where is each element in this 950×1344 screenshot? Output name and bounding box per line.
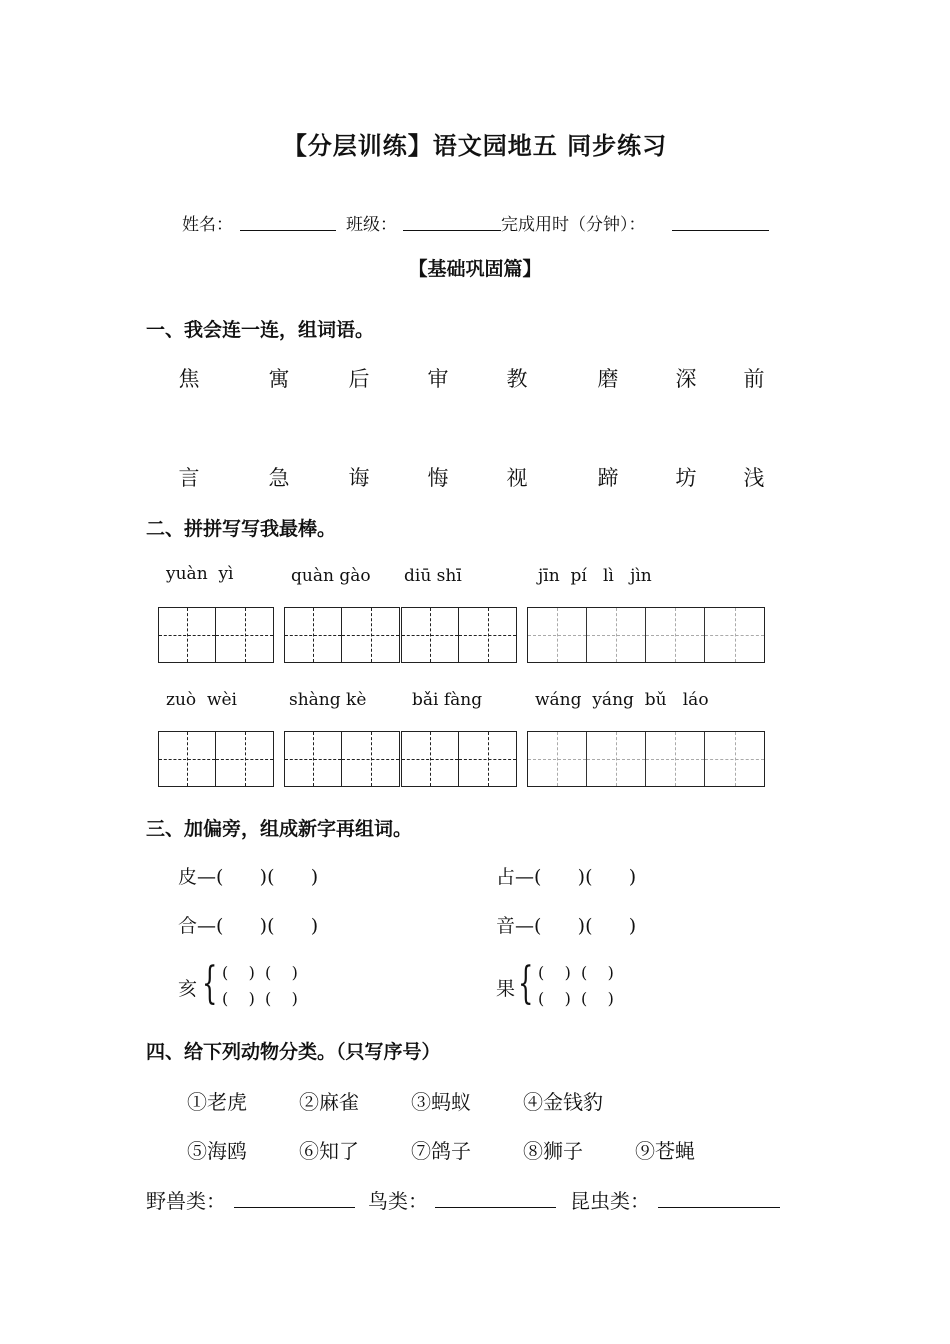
pinyin: zuò wèi xyxy=(166,690,237,710)
brace-char: 果 xyxy=(496,978,516,1000)
category-label: 野兽类： xyxy=(146,1189,226,1213)
category-label: 昆虫类： xyxy=(570,1189,650,1213)
brace-icon: { xyxy=(518,958,534,1009)
animal-item: ⑥知了 xyxy=(299,1139,359,1163)
q1-bottom-char[interactable]: 坊 xyxy=(675,466,697,490)
q1-heading: 一、我会连一连，组词语。 xyxy=(146,319,375,341)
q1-bottom-char[interactable]: 浅 xyxy=(743,466,765,490)
writing-grid[interactable] xyxy=(158,731,274,787)
pinyin: jīn pí lì jìn xyxy=(538,566,652,586)
writing-grid[interactable] xyxy=(284,731,400,787)
writing-grid[interactable] xyxy=(527,607,765,663)
animal-item: ③蚂蚁 xyxy=(411,1090,471,1114)
q1-top-char[interactable]: 寓 xyxy=(268,367,290,391)
pinyin: diū shī xyxy=(404,566,462,586)
name-label: 姓名： xyxy=(182,215,233,235)
radical-item[interactable]: 皮—( )( ) xyxy=(178,866,319,888)
pinyin: wáng yáng bǔ láo xyxy=(535,690,709,710)
pinyin: quàn gào xyxy=(291,566,371,586)
q1-bottom-char[interactable]: 急 xyxy=(268,466,290,490)
section-subheading: 【基础巩固篇】 xyxy=(408,258,542,280)
animal-item: ⑨苍蝇 xyxy=(635,1139,695,1163)
animal-item: ②麻雀 xyxy=(299,1090,359,1114)
category-answer-field[interactable] xyxy=(234,1187,355,1208)
q1-top-char[interactable]: 审 xyxy=(427,367,449,391)
brace-char: 亥 xyxy=(178,978,198,1000)
q1-top-char[interactable]: 教 xyxy=(506,367,528,391)
writing-grid[interactable] xyxy=(158,607,274,663)
writing-grid[interactable] xyxy=(284,607,400,663)
q1-top-char[interactable]: 深 xyxy=(675,367,697,391)
paren-line[interactable]: ( ) ( ) xyxy=(222,989,298,1008)
writing-grid[interactable] xyxy=(401,731,517,787)
page-title: 【分层训练】语文园地五 同步练习 xyxy=(282,132,668,160)
time-label: 完成用时（分钟）： xyxy=(501,215,646,235)
brace-icon: { xyxy=(202,958,218,1009)
paren-line[interactable]: ( ) ( ) xyxy=(538,963,614,982)
q4-heading: 四、给下列动物分类。（只写序号） xyxy=(146,1041,441,1063)
category-answer-field[interactable] xyxy=(658,1187,780,1208)
pinyin: yuàn yì xyxy=(166,564,234,584)
q1-top-char[interactable]: 前 xyxy=(743,367,765,391)
radical-item[interactable]: 合—( )( ) xyxy=(178,915,319,937)
writing-grid[interactable] xyxy=(401,607,517,663)
q3-heading: 三、加偏旁，组成新字再组词。 xyxy=(146,818,413,840)
q2-heading: 二、拼拼写写我最棒。 xyxy=(146,518,337,540)
category-answer-field[interactable] xyxy=(435,1187,556,1208)
class-field[interactable] xyxy=(403,210,501,231)
name-field[interactable] xyxy=(240,210,336,231)
q1-top-char[interactable]: 后 xyxy=(348,367,370,391)
animal-item: ⑤海鸥 xyxy=(187,1139,247,1163)
animal-item: ①老虎 xyxy=(187,1090,247,1114)
animal-item: ⑧狮子 xyxy=(523,1139,583,1163)
animal-item: ④金钱豹 xyxy=(523,1090,603,1114)
paren-line[interactable]: ( ) ( ) xyxy=(222,963,298,982)
class-label: 班级： xyxy=(346,215,397,235)
q1-bottom-char[interactable]: 诲 xyxy=(348,466,370,490)
pinyin: shàng kè xyxy=(289,690,367,710)
q1-bottom-char[interactable]: 言 xyxy=(178,466,200,490)
time-field[interactable] xyxy=(672,210,769,231)
animal-item: ⑦鸽子 xyxy=(411,1139,471,1163)
q1-top-char[interactable]: 焦 xyxy=(178,367,200,391)
q1-bottom-char[interactable]: 视 xyxy=(506,466,528,490)
q1-bottom-char[interactable]: 蹄 xyxy=(597,466,619,490)
category-label: 鸟类： xyxy=(368,1189,428,1213)
q1-top-char[interactable]: 磨 xyxy=(597,367,619,391)
radical-item[interactable]: 音—( )( ) xyxy=(496,915,637,937)
pinyin: bǎi fàng xyxy=(412,690,483,710)
radical-item[interactable]: 占—( )( ) xyxy=(496,866,637,888)
paren-line[interactable]: ( ) ( ) xyxy=(538,989,614,1008)
writing-grid[interactable] xyxy=(527,731,765,787)
q1-bottom-char[interactable]: 悔 xyxy=(427,466,449,490)
